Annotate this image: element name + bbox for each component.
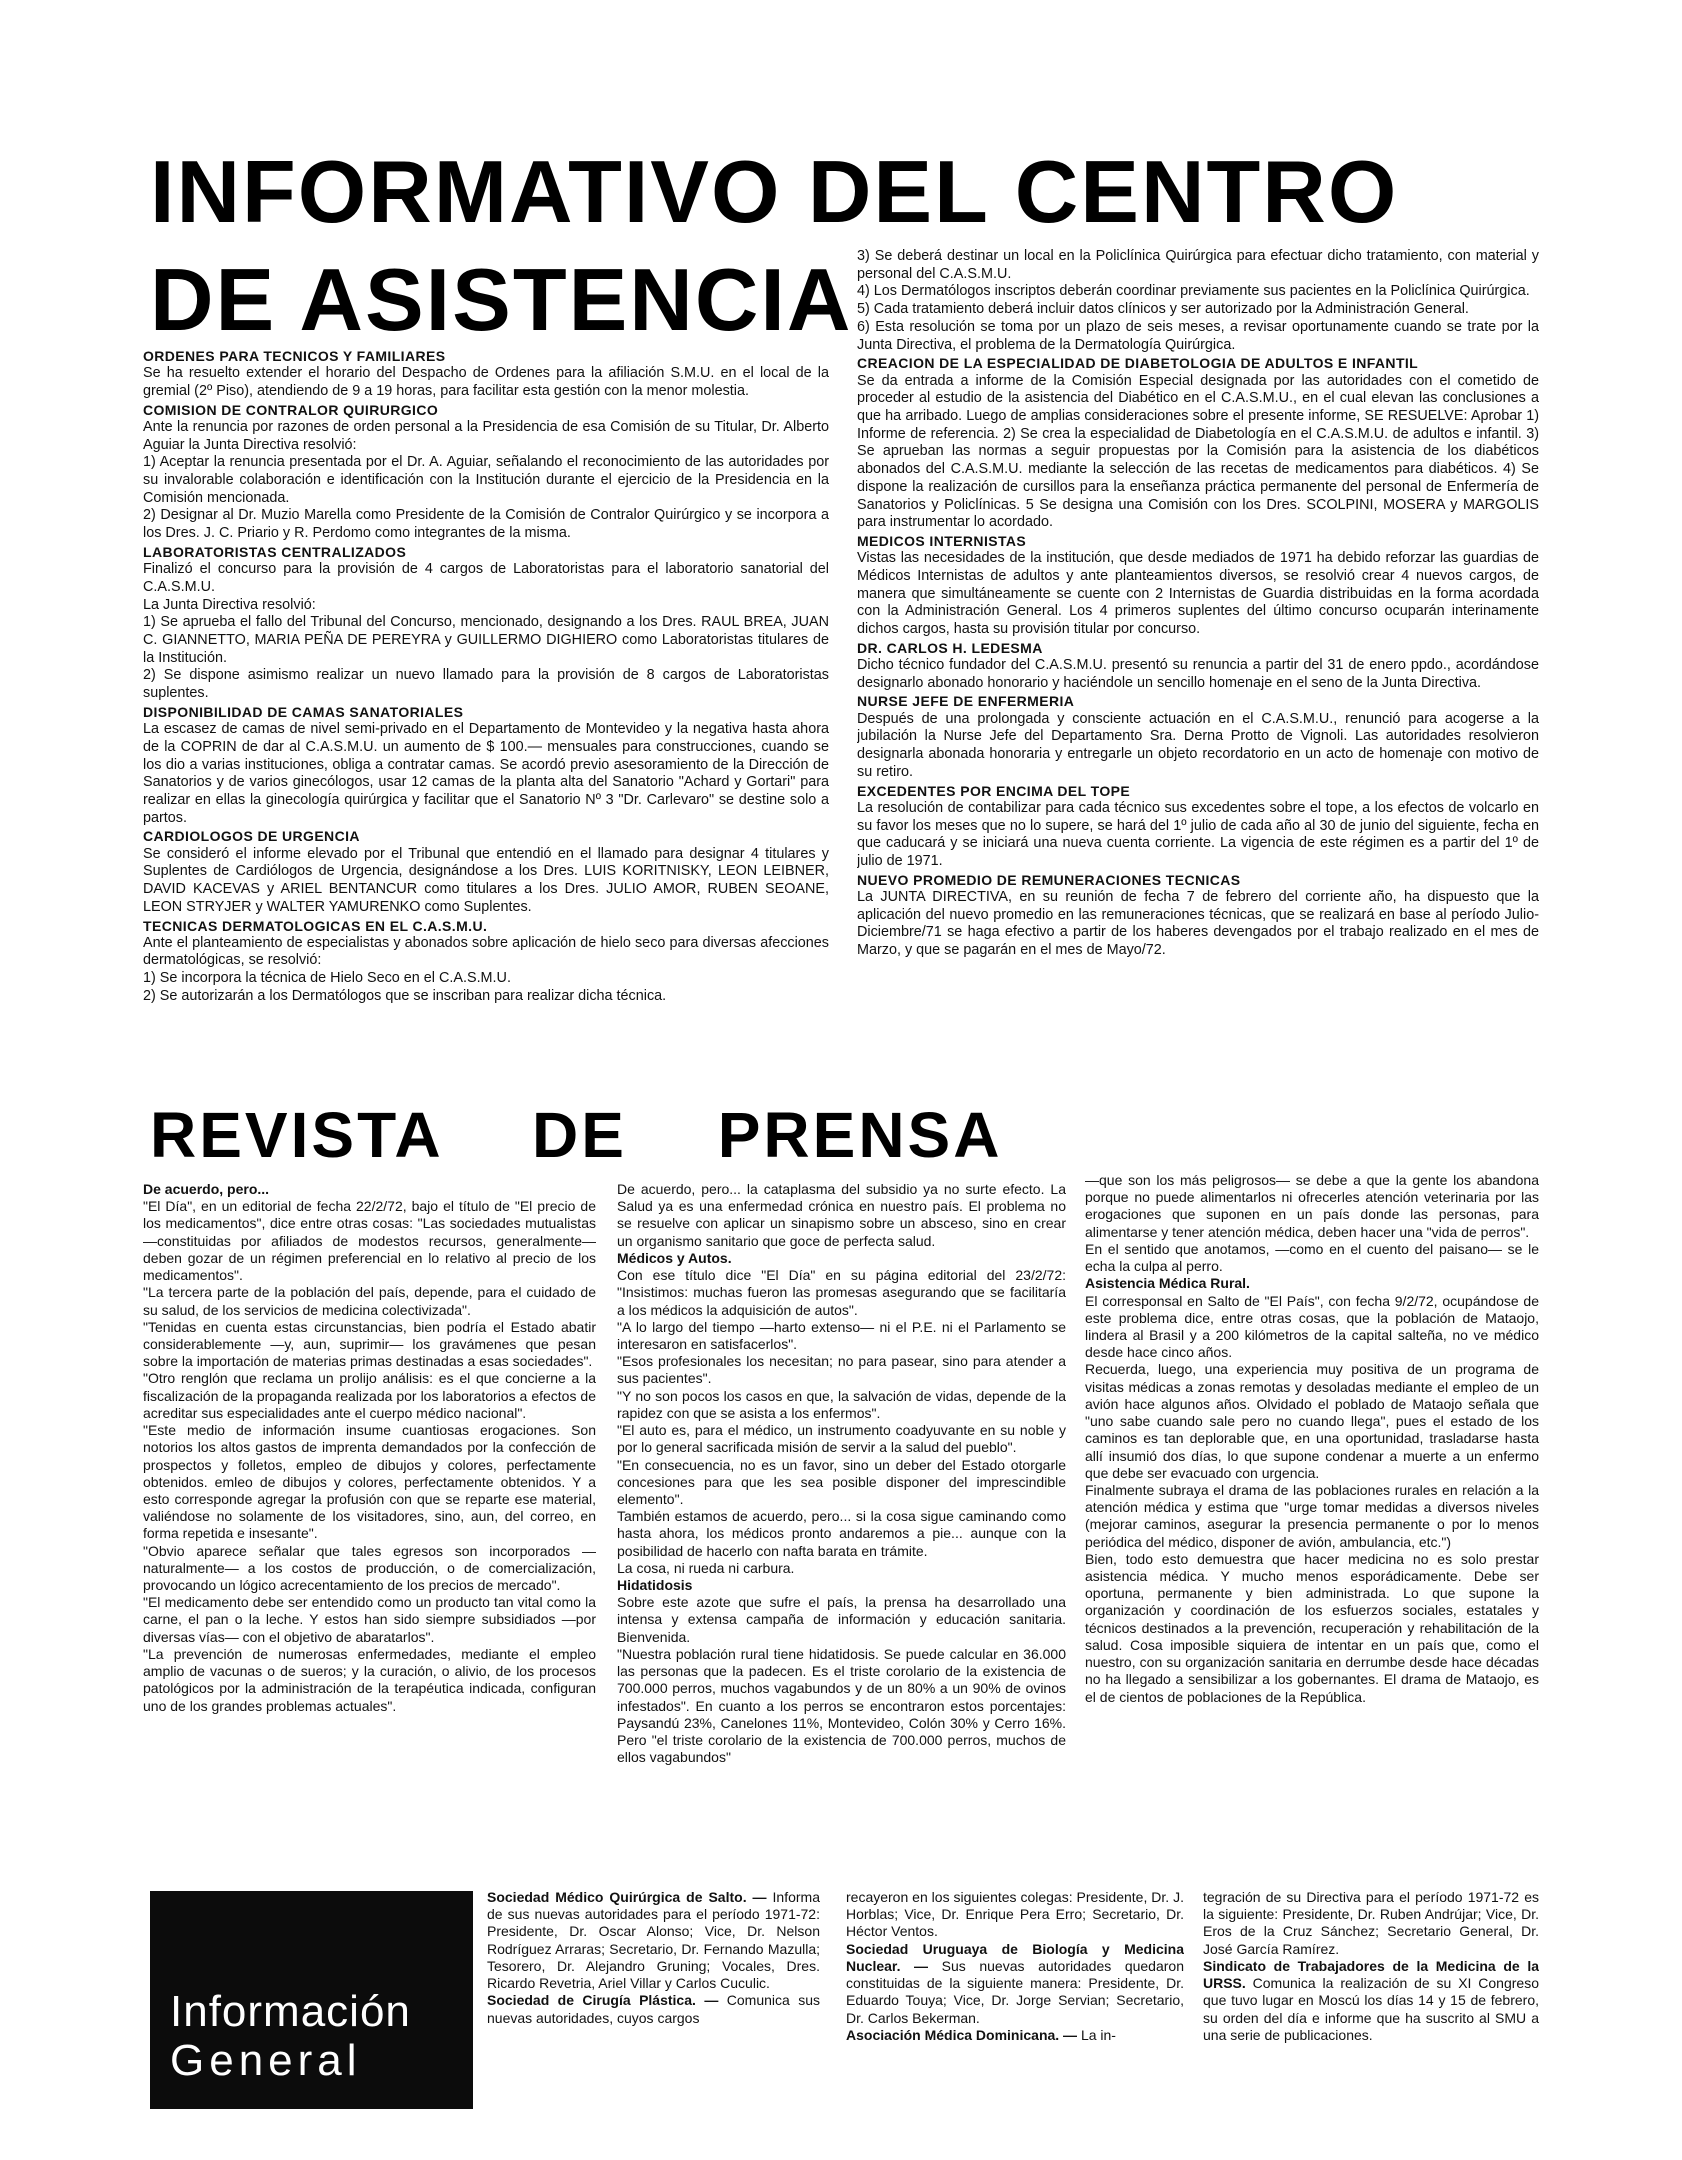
section-heading: CREACION DE LA ESPECIALIDAD DE DIABETOLOGIA DE ADULTOS E INFANTIL	[857, 355, 1419, 372]
page-title-line2: DE ASISTENCIA	[150, 250, 853, 349]
notice-entry-text: Informa de sus nuevas autoridades para el período 1971-72: Presidente, Dr. Oscar Alonso; Vice, Dr. Nelson Rodríguez Arraras; Secretario, Dr. Fernando Mazulla; Tesorero, Dr. Alejandro Gruning; Vocales, Dres. Ricardo Revetria, Ariel Villar y Carlos Cuculic.	[487, 1889, 820, 1992]
paragraph: "El auto es, para el médico, un instrumento coadyuvante en su noble y por lo general sacrificada misión de servir a la salud del pueblo".	[617, 1422, 1066, 1456]
paragraph: Dicho técnico fundador del C.A.S.M.U. presentó su renuncia a partir del 31 de enero ppdo., acordándose designarlo abonado honorario y haciéndole un sencillo homenaje en el seno de la Junta Directiva.	[857, 657, 1539, 691]
paragraph: "Otro renglón que reclama un prolijo análisis: es el que concierne a la fiscalización de la propaganda realizada por los laboratorios a efectos de acreditar sus especialidades ante el cuerpo médico nacional".	[143, 1370, 596, 1421]
paragraph: "En consecuencia, no es un favor, sino un deber del Estado otorgarle concesiones para que les sea posible disponer del imprescindible elemento".	[617, 1456, 1066, 1507]
notice-entry-title: Sociedad Médico Quirúrgica de Salto. —	[487, 1889, 767, 1905]
page-title-line1: INFORMATIVO DEL CENTRO	[150, 142, 1399, 241]
paragraph: Finalmente subraya el drama de las poblaciones rurales en relación a la atención médica y estima que "urge tomar medidas a diversos niveles (mejorar caminos, asegurar la presencia permanente o por lo menos periódica del médico, disponer de avión, ambulancia, etc.")	[1085, 1481, 1539, 1550]
section-heading: ORDENES PARA TECNICOS Y FAMILIARES	[143, 348, 446, 364]
informativo-column-2	[857, 248, 1539, 1088]
informativo-column-1	[143, 347, 829, 1087]
banner-line2: General	[170, 2035, 362, 2085]
paragraph: En el sentido que anotamos, —como en el cuento del paisano— se le echa la culpa al perro.	[1085, 1240, 1539, 1275]
notice-entry-text: Sus nuevas autoridades quedaron constituidas de la siguiente manera: Presidente, Dr. Eduardo Touya; Vice, Dr. Jorge Servian; Secretario, Dr. Carlos Bekerman.	[846, 1957, 1184, 2026]
paragraph: "Este medio de información insume cuantiosas erogaciones. Son notorios los altos gastos de imprenta demandados por la confección de prospectos y folletos, empleo de dibujos y colores, perfectamente obtenidos. emleo de dibujos y colores, perfectamente obtenidos. Y a esto corresponde agregar la profusión con que se reparte ese material, valiéndose no solamente de los visitadores, sino, aun, del correo, en forma repetida e insesante".	[143, 1422, 596, 1542]
paragraph: "A lo largo del tiempo —harto extenso— ni el P.E. ni el Parlamento se interesaron en satisfacerlos".	[617, 1318, 1066, 1352]
paragraph: También estamos de acuerdo, pero... si la cosa sigue caminando como hasta ahora, los médicos pronto andaremos a pie... aunque con la posibilidad de hacerlo con nafta barata en trámite.	[617, 1508, 1066, 1559]
paragraph: "El Día", en un editorial de fecha 22/2/72, bajo el título de "El precio de los medicamentos", dice entre otras cosas: "Las sociedades mutualistas —constituidas por afiliados de modestos recursos, generalmente— deben gozar de un régimen preferencial en lo relativo al precio de los medicamentos".	[143, 1198, 596, 1284]
subheading: Médicos y Autos.	[617, 1249, 732, 1266]
paragraph: Bien, todo esto demuestra que hacer medicina no es solo prestar asistencia médica. Y mucho menos esporádicamente. Debe ser oportuna, permanente y bien administrada. Lo que supone la organización y coordinación de los esfuerzos sociales, estatales y técnicos destinados a la prevención, recuperación y rehabilitación de la salud. Cosa imposible siquiera de intentar en un país que, como el nuestro, con su organización sanitaria en derrumbe desde hace décadas no ha llegado a sensibilizar a los gobernantes. El drama de Mataojo, es el de cientos de poblaciones de la República.	[1085, 1550, 1539, 1705]
paragraph: La JUNTA DIRECTIVA, en su reunión de fecha 7 de febrero del corriente año, ha dispuesto que la aplicación del nuevo promedio en las remuneraciones técnicas, que se realizará en base al período Julio-Diciembre/71 se haga efectivo a partir de los haberes devengados por el trabajo realizado en el mes de Marzo, y que se pagarán en el mes de Mayo/72.	[857, 888, 1539, 959]
revista-column-1	[143, 1181, 596, 1876]
paragraph: "La tercera parte de la población del país, depende, para el cuidado de su salud, de los servicios de medicina colectivizada".	[143, 1284, 596, 1318]
section-heading: CARDIOLOGOS DE URGENCIA	[143, 828, 360, 845]
paragraph: "El medicamento debe ser entendido como un producto tan vital como la carne, el pan o la leche. Y estos han sido siempre subsidiados —por diversas vías— con el objetivo de abaratarlos".	[143, 1594, 596, 1645]
paragraph: 2) Se dispone asimismo realizar un nuevo llamado para la provisión de 8 cargos de Laboratoristas suplentes.	[143, 667, 829, 702]
paragraph: —que son los más peligrosos— se debe a que la gente los abandona porque no puede alimentarlos ni ofrecerles atención veterinaria por las erogaciones que suponen en un país donde las personas, para alimentarse y tener atención médica, deben hacer una "vida de perros".	[1085, 1172, 1539, 1240]
notice-entry-title: Sindicato de Trabajadores de la Medicina de la URSS.	[1203, 1957, 1539, 1992]
section-heading: MEDICOS INTERNISTAS	[857, 533, 1027, 549]
informacion-general-banner	[150, 1891, 473, 2109]
section-heading: NUEVO PROMEDIO DE REMUNERACIONES TECNICAS	[857, 871, 1241, 888]
paragraph: 2) Se autorizarán a los Dermatólogos que se inscriban para realizar dicha técnica.	[143, 987, 667, 1004]
section-heading: TECNICAS DERMATOLOGICAS EN EL C.A.S.M.U.	[143, 917, 488, 934]
paragraph: El corresponsal en Salto de "El País", con fecha 9/2/72, ocupándose de este problema dice, entre otras cosas, que la población de Mataojo, lindera al Brasil y a 200 kilómetros de la capital salteña, no ve médico desde hace cinco años.	[1085, 1292, 1539, 1361]
paragraph: "Tenidas en cuenta estas circunstancias, bien podría el Estado abatir considerablemente —y, aun, suprimir— los gravámenes que pesan sobre la importación de materias primas destinadas a esas sociedades".	[143, 1318, 596, 1370]
info-general-column-1	[487, 1889, 820, 2119]
paragraph: "Nuestra población rural tiene hidatidosis. Se puede calcular en 36.000 las personas que la padecen. Es el triste corolario de la existencia de 700.000 perros, muchos vagabundos y de un 80% a un 90% de ovinos infestados". En cuanto a los perros se encontraron estos porcentajes: Paysandú 23%, Canelones 11%, Montevideo, Colón 30% y Cerro 16%. Pero "el triste corolario de la existencia de 700.000 perros, muchos de ellos vagabundos"	[617, 1645, 1066, 1766]
paragraph: 2) Designar al Dr. Muzio Marella como Presidente de la Comisión de Contralor Quirúrgico y se incorpora a los Dres. J. C. Priario y R. Perdomo como integrantes de la misma.	[143, 507, 829, 542]
notice-entry	[1203, 1958, 1539, 2044]
paragraph: De acuerdo, pero... la cataplasma del subsidio ya no surte efecto. La Salud ya es una enfermedad crónica en nuestro país. El problema no se resuelve con aplicar un sinapismo sobre un absceso, sino en crear un organismo sanitario que goce de perfecta salud.	[617, 1181, 1066, 1249]
paragraph: Finalizó el concurso para la provisión de 4 cargos de Laboratoristas para el laboratorio sanatorial del C.A.S.M.U.	[143, 561, 829, 595]
revista-column-2	[617, 1181, 1066, 1876]
paragraph: Con ese título dice "El Día" en su página editorial del 23/2/72: "Insistimos: muchas fueron las promesas asegurando que se facilitaría a los médicos la adquisición de autos".	[617, 1267, 1066, 1318]
paragraph: Se consideró el informe elevado por el Tribunal que entendió en el llamado para designar 4 titulares y Suplentes de Cardiólogos de Urgencia, designándose a los Dres. LUIS KORITNISKY, LEON LEIBNER, DAVID KACEVAS y ARIEL BENTANCUR como titulares a los Dres. JULIO AMOR, RUBEN SEOANE, LEON STRYJER y WALTER YAMURENKO como Suplentes.	[143, 845, 829, 915]
paragraph: "Obvio aparece señalar que tales egresos son incorporados —naturalmente— a los costos de producción, o de comercialización, provocando un lógico acrecentamiento de los precios de mercado".	[143, 1542, 596, 1594]
paragraph: Ante el planteamiento de especialistas y abonados sobre aplicación de hielo seco para diversas afecciones dermatológicas, se resolvió:	[143, 934, 829, 969]
paragraph: Después de una prolongada y consciente actuación en el C.A.S.M.U., renunció para acogerse a la jubilación la Nurse Jefe del Departamento Sra. Derna Protto de Vignoli. Las autoridades resolvieron designarla abonada honoraria y entregarle un objeto recordatorio en un acto de homenaje con motivo de su retiro.	[857, 710, 1539, 780]
banner-line1: Información	[170, 1987, 411, 2037]
paragraph: Sobre este azote que sufre el país, la prensa ha desarrollado una intensa y extensa campaña de información y educación sanitaria. Bienvenida.	[617, 1594, 1066, 1645]
paragraph: 1) Aceptar la renuncia presentada por el Dr. A. Aguiar, señalando el reconocimiento de las autoridades por su invalorable colaboración e identificación con la Institución durante el ejercicio de la Presidencia en la Comisión mencionada.	[143, 454, 829, 506]
subheading: De acuerdo, pero...	[143, 1181, 270, 1197]
info-general-column-3	[1203, 1889, 1539, 2119]
notice-entry	[487, 1889, 820, 1992]
section-heading: COMISION DE CONTRALOR QUIRURGICO	[143, 401, 439, 418]
notice-entry-text: La in-	[1077, 2026, 1116, 2043]
subheading: Hidatidosis	[617, 1577, 693, 1594]
notice-entry-title: Asociación Médica Dominicana. —	[846, 2026, 1078, 2043]
subheading: Asistencia Médica Rural.	[1085, 1275, 1250, 1292]
notice-entry-title: Sociedad Uruguaya de Biología y Medicina Nuclear. —	[846, 1940, 1184, 1974]
revista-column-3	[1085, 1172, 1539, 1876]
paragraph: Se da entrada a informe de la Comisión Especial designada por las autoridades con el cometido de proceder al estudio de la asistencia del Diabético en el C.A.S.M.U., en el cual elevan las conclusiones a que ha arribado. Luego de amplias consideraciones sobre el presente informe, SE RESUELVE: Aprobar 1) Informe de referencia. 2) Se crea la especialidad de Diabetología en el C.A.S.M.U. de adultos e infantil. 3) Se aprueban las normas a seguir propuestas por la Comisión para la asistencia de los diabéticos abonados del C.A.S.M.U. mediante la selección de las recetas de medicamentos para diabéticos. 4) Se dispone la realización de cursillos para la enseñanza práctica permanente del personal de Enfermería de Sanatorios y Policlínicas. 5 Se designa una Comisión con los Dres. SCOLPINI, MOSERA y MARGOLIS para instrumentar lo acordado.	[857, 372, 1539, 531]
paragraph: Se ha resuelto extender el horario del Despacho de Ordenes para la afiliación S.M.U. en el local de la gremial (2º Piso), atendiendo de 9 a 19 horas, para facilitar esta gestión con la menor molestia.	[143, 365, 829, 399]
section-heading: NURSE JEFE DE ENFERMERIA	[857, 693, 1075, 710]
notice-entry-text: Comunica sus nuevas autoridades, cuyos cargos	[487, 1992, 820, 2026]
paragraph: "La prevención de numerosas enfermedades, mediante el empleo amplio de vacunas o de sueros; y la curación, o alivio, de los procesos patológicos por la administración de la terapéutica indicada, configuran uno de los grandes problemas actuales".	[143, 1645, 596, 1714]
notice-entry	[846, 2027, 1184, 2044]
paragraph: tegración de su Directiva para el período 1971-72 es la siguiente: Presidente, Dr. Ruben Andrújar; Vice, Dr. Eros de la Cruz Sánchez; Secretario General, Dr. José García Ramírez.	[1203, 1889, 1539, 1957]
paragraph: 6) Esta resolución se toma por un plazo de seis meses, a revisar oportunamente cuando se trate por la Junta Directiva, el problema de la Dermatología Quirúrgica.	[857, 318, 1539, 353]
notice-entry-title: Sociedad de Cirugía Plástica. —	[487, 1992, 719, 2009]
paragraph: 1) Se incorpora la técnica de Hielo Seco en el C.A.S.M.U.	[143, 970, 511, 987]
paragraph: recayeron en los siguientes colegas: Presidente, Dr. J. Horblas; Vice, Dr. Enrique Pera Erro; Secretario, Dr. Héctor Ventos.	[846, 1889, 1184, 1940]
paragraph: Vistas las necesidades de la institución, que desde mediados de 1971 ha debido reforzar las guardias de Médicos Internistas de adultos y ante planteamientos diversos, se resolvió crear 4 nuevos cargos, de manera que simultáneamente se cuente con 2 Internistas de Guardia distribuidas en la forma acordada con la Administración General. Los 4 primeros suplentes del último concurso ocuparán interinamente dichos cargos, hasta su provisión titular por concurso.	[857, 550, 1539, 638]
paragraph: La Junta Directiva resolvió:	[143, 596, 316, 613]
paragraph: "Esos profesionales los necesitan; no para pasear, sino para atender a sus pacientes".	[617, 1353, 1066, 1387]
notice-entry	[846, 1941, 1184, 2027]
paragraph: La cosa, ni rueda ni carbura.	[617, 1559, 795, 1576]
section-heading: EXCEDENTES POR ENCIMA DEL TOPE	[857, 782, 1131, 799]
paragraph: La resolución de contabilizar para cada técnico sus excedentes sobre el tope, a los efectos de volcarlo en su favor los meses que no lo supere, se hará del 1º julio de cada año al 30 de junio del siguiente, fecha en que caducará y se iniciará una nueva cuenta corriente. La vigencia de este régimen es a partir del 1º de julio de 1971.	[857, 799, 1539, 869]
notice-entry	[487, 1992, 820, 2026]
paragraph: "Y no son pocos los casos en que, la salvación de vidas, depende de la rapidez con que se asista a los enfermos".	[617, 1387, 1066, 1421]
paragraph: La escasez de camas de nivel semi-privado en el Departamento de Montevideo y la negativa hasta ahora de la COPRIN de dar al C.A.S.M.U. un aumento de $ 100.— mensuales para construcciones, cuando se los dio a varias instituciones, obliga a contratar camas. Se acordó previo asesoramiento de la Dirección de Sanatorios y de varios ginecólogos, usar 12 camas de la planta alta del Sanatorio "Achard y Gortari" para realizar en ellas la ginecología quirúrgica y facilitar que el Sanatorio Nº 3 "Dr. Carlevaro" se destine solo a partos.	[143, 721, 829, 826]
paragraph: 1) Se aprueba el fallo del Tribunal del Concurso, mencionado, designando a los Dres. RAUL BREA, JUAN C. GIANNETTO, MARIA PEÑA DE PEREYRA y GUILLERMO DIGHIERO como Laboratoristas titulares de la Institución.	[143, 614, 829, 666]
paragraph: 3) Se deberá destinar un local en la Policlínica Quirúrgica para efectuar dicho tratamiento, con material y personal del C.A.S.M.U.	[857, 248, 1539, 282]
notice-entry-text: Comunica la realización de su XI Congreso que tuvo lugar en Moscú los días 14 y 15 de febrero, su orden del día e informe que ha suscrito al SMU a una serie de publicaciones.	[1203, 1975, 1539, 2043]
paragraph: 4) Los Dermatólogos inscriptos deberán coordinar previamente sus pacientes en la Policlínica Quirúrgica.	[857, 283, 1530, 300]
section-heading: DR. CARLOS H. LEDESMA	[857, 639, 1043, 656]
revista-title: REVISTA DE PRENSA	[150, 1099, 1003, 1171]
paragraph: Ante la renuncia por razones de orden personal a la Presidencia de esa Comisión de su Titular, Dr. Alberto Aguiar la Junta Directiva resolvió:	[143, 418, 829, 453]
paragraph: 5) Cada tratamiento deberá incluir datos clínicos y ser autorizado por la Administración General.	[857, 301, 1469, 318]
info-general-column-2	[846, 1889, 1184, 2119]
section-heading: LABORATORISTAS CENTRALIZADOS	[143, 543, 407, 560]
paragraph: Recuerda, luego, una experiencia muy positiva de un programa de visitas médicas a zonas remotas y desoladas mediante el empleo de un avión hace algunos años. Olvidado el poblado de Mataojo señala que "uno sabe cuando sale pero no cuando llega", pues el estado de los caminos es tan deplorable que, en una oportunidad, trasladarse hasta allí insumió dos días, lo que supone condenar a muerte a un enfermo que debe ser evacuado con urgencia.	[1085, 1361, 1539, 1481]
section-heading: DISPONIBILIDAD DE CAMAS SANATORIALES	[143, 703, 464, 720]
